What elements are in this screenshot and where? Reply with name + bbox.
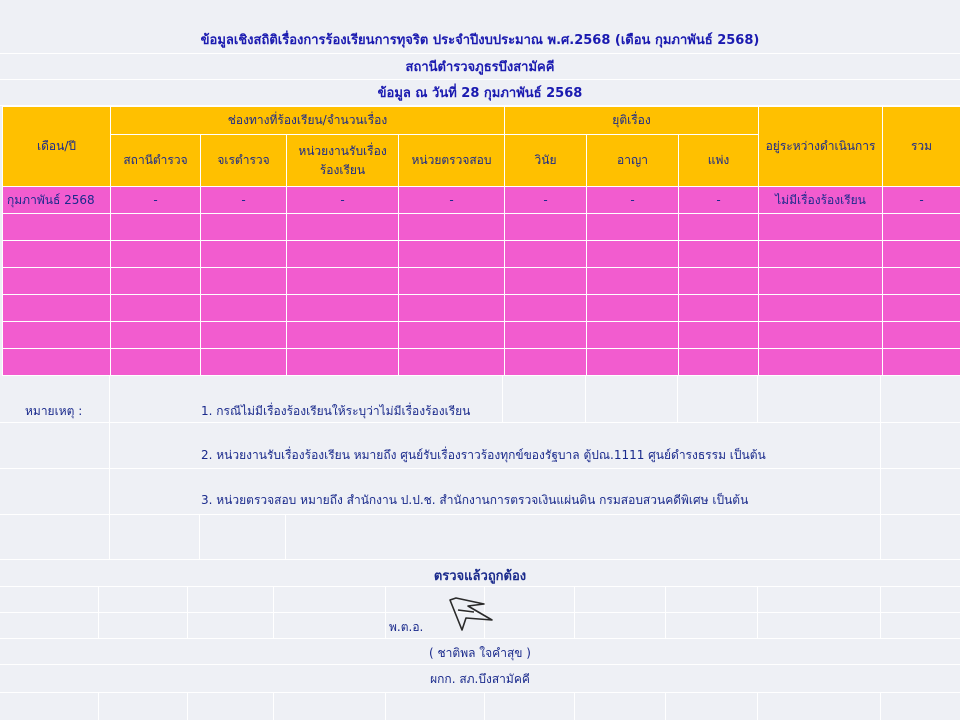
title-row [0,26,960,54]
channel-header: จเรตำรวจ [201,135,287,187]
table-cell: - [201,187,287,214]
notes-section [0,376,960,560]
closed-header: อาญา [587,135,679,187]
col-month-header: เดือน/ปี [3,107,111,187]
closed-header: แพ่ง [679,135,759,187]
station-row [0,54,960,80]
signature-section [0,560,960,720]
report-title: ข้อมูลเชิงสถิติเรื่องการร้องเรียนการทุจริต ประจำปีงบประมาณ พ.ศ.2568 (เดือน กุมภาพันธ์ 2568) [200,33,760,48]
empty-row [3,349,960,376]
table-cell: ไม่มีเรื่องร้องเรียน [759,187,883,214]
empty-row [3,295,960,322]
table-row [3,187,960,214]
as-of-row [0,80,960,106]
notes-label: หมายเหตุ : [25,404,83,418]
table-header-row-1 [3,107,960,135]
handwritten-signature [444,596,496,636]
table-cell: - [287,187,399,214]
empty-row [3,268,960,295]
empty-row [3,322,960,349]
note-item: 1. กรณีไม่มีเรื่องร้องเรียนให้ระบุว่าไม่มีเรื่องร้องเรียน [201,404,471,418]
channel-header: สถานีตำรวจ [111,135,201,187]
signer-name: ( ชาติพล ใจคำสุข ) [429,646,531,660]
channel-header: หน่วยงานรับเรื่อง ร้องเรียน [287,135,399,187]
table-cell: - [111,187,201,214]
note-item: 2. หน่วยงานรับเรื่องร้องเรียน หมายถึง ศูนย์รับเรื่องราวร้องทุกข์ของรัฐบาล ตู้ปณ.1111 ศูนย์ดำรงธรรม เป็นต้น [201,448,766,462]
table-cell: - [587,187,679,214]
channels-group-header: ช่องทางที่ร้องเรียน/จำนวนเรื่อง [111,107,505,135]
in-progress-header: อยู่ระหว่างดำเนินการ [759,107,883,187]
table-cell: - [505,187,587,214]
signer-rank: พ.ต.อ. [389,620,424,634]
signer-position: ผกก. สภ.บึงสามัคคี [430,672,530,686]
note-item: 3. หน่วยตรวจสอบ หมายถึง สำนักงาน ป.ป.ช. สำนักงานการตรวจเงินแผ่นดิน กรมสอบสวนคดีพิเศษ เป็นต้น [201,493,749,507]
complaint-stats-table [2,106,960,376]
as-of-date: ข้อมูล ณ วันที่ 28 กุมภาพันธ์ 2568 [377,86,583,101]
empty-row [3,214,960,241]
table-cell: - [399,187,505,214]
closed-group-header: ยุติเรื่อง [505,107,759,135]
table-cell: กุมภาพันธ์ 2568 [3,187,111,214]
verified-label: ตรวจแล้วถูกต้อง [433,569,527,584]
station-name: สถานีตำรวจภูธรบึงสามัคคี [405,60,555,75]
total-header: รวม [883,107,960,187]
empty-row [3,241,960,268]
table-cell: - [883,187,960,214]
table-cell: - [679,187,759,214]
channel-header: หน่วยตรวจสอบ [399,135,505,187]
closed-header: วินัย [505,135,587,187]
